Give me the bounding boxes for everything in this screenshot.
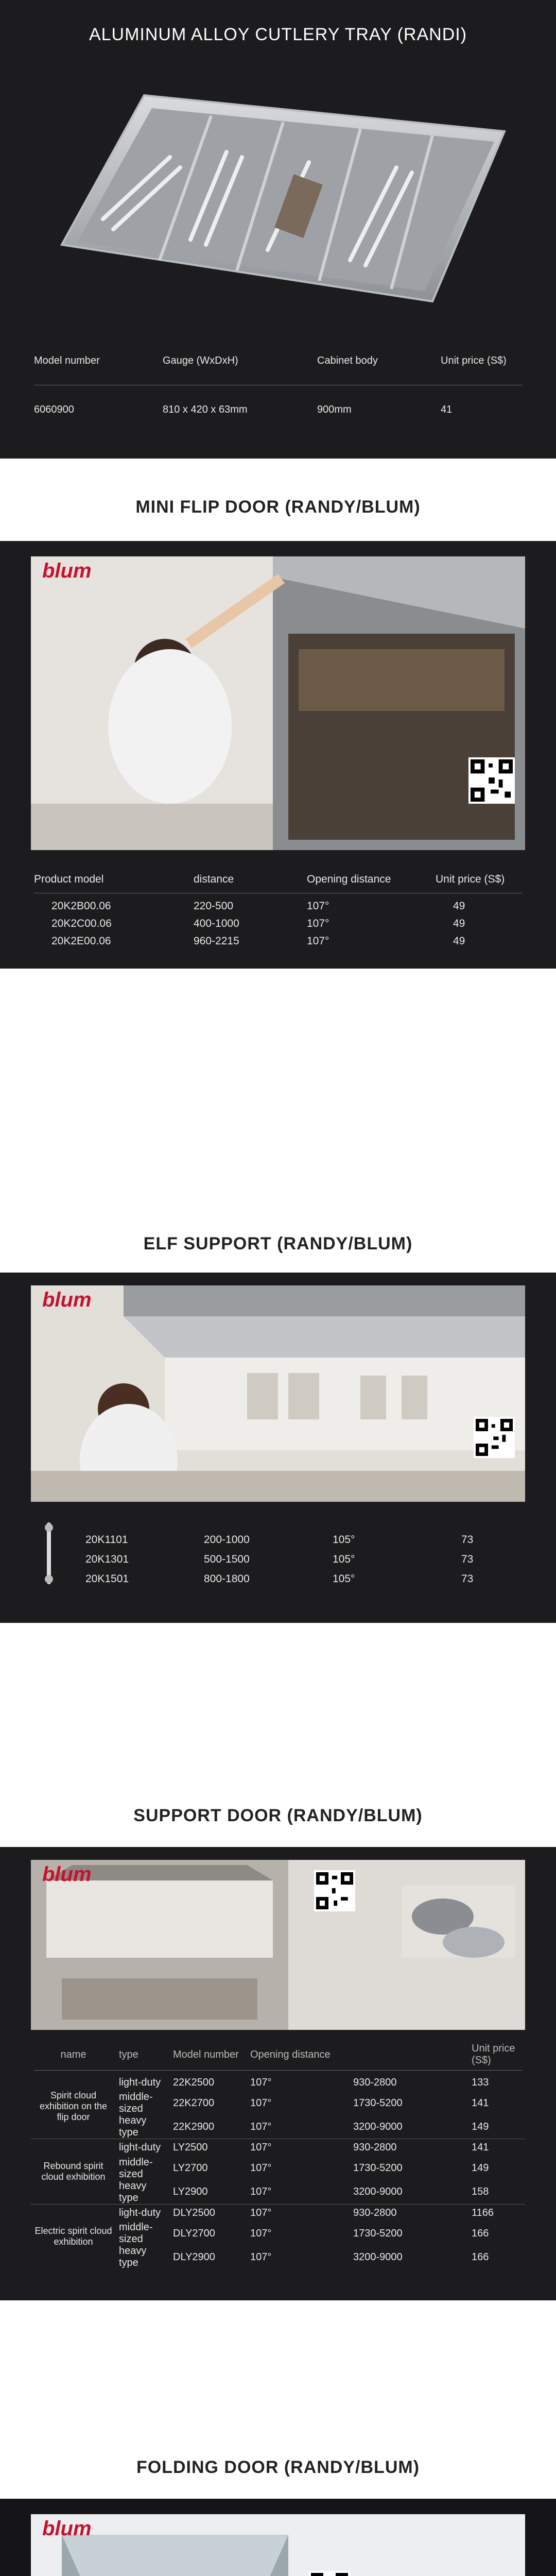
section-title: FOLDING DOOR (RANDY/BLUM) <box>136 2458 420 2477</box>
support-door-section <box>0 1847 556 2300</box>
blum-logo: blum <box>42 560 92 582</box>
col-header: name <box>60 2048 86 2060</box>
cell: 3200-9000 <box>353 2251 403 2263</box>
col-header: Model number <box>173 2048 239 2060</box>
cell: LY2700 <box>173 2162 208 2174</box>
cutlery-tray-section <box>0 0 556 459</box>
cell: 107° <box>250 2251 272 2263</box>
cell: 73 <box>461 1534 474 1546</box>
cell: 22K2700 <box>173 2097 215 2109</box>
cell: 105° <box>333 1573 355 1585</box>
cell: 800-1800 <box>204 1573 250 1585</box>
support-door-spec-table <box>31 2043 525 2269</box>
col-header: Unit price (S$) <box>436 873 505 885</box>
cell: 20K1501 <box>85 1573 129 1585</box>
cell: 107° <box>250 2207 272 2218</box>
cell: middle-sized <box>119 2222 153 2245</box>
cell: 1166 <box>472 2207 494 2218</box>
cell: 810 x 420 x 63mm <box>163 403 248 415</box>
elf-support-section <box>0 1273 556 1623</box>
cell: 220-500 <box>194 900 234 912</box>
kitchen-photo <box>31 1860 525 2030</box>
cutlery-tray-spec-table <box>31 350 525 420</box>
cutlery-tray-illustration <box>41 64 515 312</box>
group-name: Rebound spirit cloud exhibition <box>31 2139 116 2205</box>
cell: 141 <box>472 2097 489 2109</box>
cell: 930-2800 <box>353 2142 397 2154</box>
cell: 107° <box>307 935 329 947</box>
cell: 20K2B00.06 <box>51 900 111 912</box>
group-name: Spirit cloud exhibition on the flip door <box>31 2074 116 2139</box>
folding-door-section <box>0 2499 556 2576</box>
cell: 49 <box>453 900 465 912</box>
support-arm-icon <box>39 1522 59 1584</box>
mini-flip-door-section <box>0 541 556 969</box>
cell: 1730-5200 <box>353 2162 403 2174</box>
cell: LY2900 <box>173 2186 208 2197</box>
cell: light-duty <box>119 2207 161 2218</box>
cell: 105° <box>333 1553 355 1565</box>
cell: 166 <box>472 2227 489 2239</box>
elf-support-image <box>31 1285 525 1502</box>
col-header: Gauge (WxDxH) <box>163 354 238 366</box>
cell: heavy type <box>119 2245 147 2268</box>
cell: 107° <box>250 2162 272 2174</box>
cell: light-duty <box>119 2142 161 2154</box>
cell: 22K2500 <box>173 2076 215 2088</box>
cell: 107° <box>250 2121 272 2132</box>
cell: 107° <box>250 2227 272 2239</box>
qr-code-icon[interactable] <box>468 757 515 804</box>
blum-logo: blum <box>42 1289 92 1311</box>
blum-logo: blum <box>42 2517 92 2540</box>
cell: 200-1000 <box>204 1534 250 1546</box>
cell: middle-sized <box>119 2091 153 2114</box>
qr-code-icon[interactable] <box>474 1417 515 1458</box>
cell: 20K1101 <box>85 1534 128 1546</box>
cell: heavy type <box>119 2180 147 2204</box>
kitchen-photo <box>31 2514 525 2576</box>
col-header <box>350 2043 468 2066</box>
section-title: SUPPORT DOOR (RANDY/BLUM) <box>133 1806 423 1825</box>
cell: LY2500 <box>173 2142 208 2154</box>
folding-door-image <box>31 2514 525 2576</box>
cell: 141 <box>472 2142 489 2154</box>
col-header: Opening distance <box>250 2048 331 2060</box>
cell: 41 <box>441 403 453 415</box>
cell: 107° <box>250 2076 272 2088</box>
section-title: ALUMINUM ALLOY CUTLERY TRAY (RANDI) <box>89 25 467 44</box>
col-header: Opening distance <box>307 873 391 885</box>
cell: middle-sized <box>119 2156 153 2180</box>
cell: DLY2500 <box>173 2207 215 2218</box>
cell: 930-2800 <box>353 2076 397 2088</box>
col-header: Unit price (S$) <box>441 354 507 366</box>
cell: 133 <box>472 2076 489 2088</box>
cell: 107° <box>250 2142 272 2154</box>
cell: 158 <box>472 2186 489 2197</box>
col-header: Product model <box>34 873 104 885</box>
cell: 73 <box>461 1553 474 1565</box>
cell: 105° <box>333 1534 355 1546</box>
section-title: MINI FLIP DOOR (RANDY/BLUM) <box>135 497 421 517</box>
cell: 3200-9000 <box>353 2186 403 2197</box>
cell: 49 <box>453 918 465 929</box>
cell: 20K1301 <box>85 1553 129 1565</box>
cell: DLY2900 <box>173 2251 215 2263</box>
cell: 1730-5200 <box>353 2097 403 2109</box>
qr-code-icon[interactable] <box>309 2571 350 2576</box>
cutlery-tray-image <box>41 64 515 312</box>
cell: 20K2C00.06 <box>51 918 112 929</box>
section-title: ELF SUPPORT (RANDY/BLUM) <box>143 1234 413 1253</box>
col-header: Unit price (S$) <box>472 2043 515 2066</box>
cell: 20K2E00.06 <box>51 935 111 947</box>
cell: 107° <box>250 2186 272 2197</box>
cell: 149 <box>472 2162 489 2174</box>
col-header: Model number <box>34 354 100 366</box>
mini-flip-door-spec-table <box>31 871 525 950</box>
cell: 400-1000 <box>194 918 239 929</box>
cell: 3200-9000 <box>353 2121 403 2132</box>
elf-support-spec-table <box>82 1530 525 1589</box>
cell: 900mm <box>317 403 352 415</box>
cell: 930-2800 <box>353 2207 397 2218</box>
group-name: Electric spirit cloud exhibition <box>34 2226 112 2247</box>
support-door-image <box>31 1860 525 2030</box>
cell: 107° <box>250 2097 272 2109</box>
mini-flip-door-image <box>31 556 525 850</box>
qr-code-icon[interactable] <box>314 1870 355 1911</box>
cell: 107° <box>307 918 329 929</box>
kitchen-photo <box>31 556 525 850</box>
cell: 6060900 <box>34 403 74 415</box>
cell: 149 <box>472 2121 489 2132</box>
cell: 1730-5200 <box>353 2227 403 2239</box>
cell: 49 <box>453 935 465 947</box>
cell: 166 <box>472 2251 489 2263</box>
cell: DLY2700 <box>173 2227 215 2239</box>
kitchen-photo <box>31 1285 525 1502</box>
col-header: Cabinet body <box>317 354 378 366</box>
cell: 107° <box>307 900 329 912</box>
col-header: distance <box>194 873 234 885</box>
cell: 73 <box>461 1573 474 1585</box>
cell: 22K2900 <box>173 2121 215 2132</box>
blum-logo: blum <box>42 1863 92 1886</box>
cell: 960-2215 <box>194 935 239 947</box>
col-header: type <box>119 2048 138 2060</box>
cell: heavy type <box>119 2115 147 2138</box>
cell: 500-1500 <box>204 1553 250 1565</box>
cell: light-duty <box>119 2076 161 2088</box>
